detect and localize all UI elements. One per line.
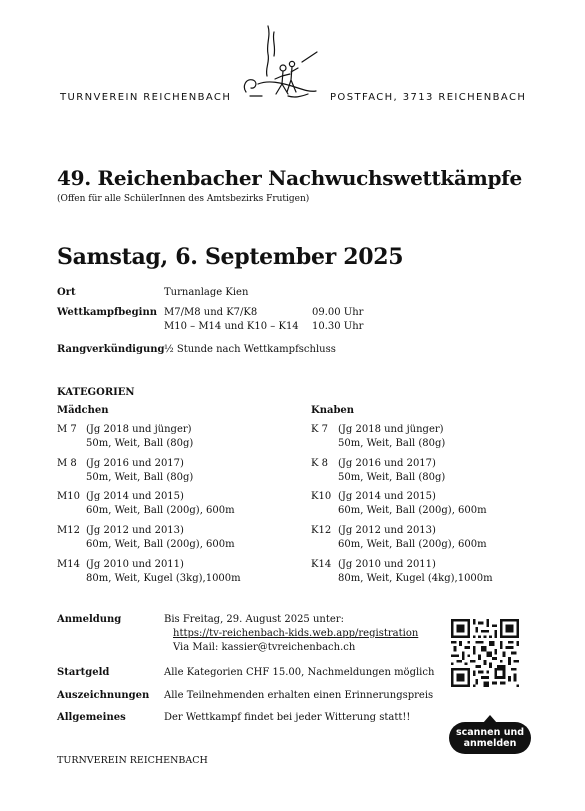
maedchen-heading: Mädchen	[57, 405, 109, 416]
letterhead-right: POSTFACH, 3713 REICHENBACH	[330, 92, 527, 103]
page-title: 49. Reichenbacher Nachwuchswettkämpfe	[57, 166, 522, 190]
category-jg: (Jg 2010 und 2011)	[338, 559, 436, 570]
scan-badge	[449, 722, 531, 754]
page-subtitle: (Offen für alle SchülerInnen des Amtsbezirks Frutigen)	[57, 194, 310, 204]
category-code: K14	[311, 559, 332, 570]
category-jg: (Jg 2016 und 2017)	[86, 458, 184, 469]
anmeldung-mail: Via Mail: kassier@tvreichenbach.ch	[173, 642, 356, 653]
category-jg: (Jg 2012 und 2013)	[86, 525, 184, 536]
category-disciplines: 60m, Weit, Ball (200g), 600m	[338, 505, 487, 516]
wettkampfbeginn-label: Wettkampfbeginn	[57, 307, 157, 318]
beginn-time: 10.30 Uhr	[312, 321, 364, 332]
gymnast-logo-icon	[238, 22, 320, 106]
scan-badge-line1: scannen und	[455, 727, 525, 738]
category-disciplines: 50m, Weit, Ball (80g)	[86, 438, 194, 449]
category-jg: (Jg 2012 und 2013)	[338, 525, 436, 536]
category-code: M10	[57, 491, 80, 502]
category-code: M 7	[57, 424, 77, 435]
category-jg: (Jg 2018 und jünger)	[338, 424, 444, 435]
footer-text: TURNVEREIN REICHENBACH	[57, 755, 208, 766]
category-code: K 7	[311, 424, 329, 435]
kategorien-heading: KATEGORIEN	[57, 387, 135, 398]
category-disciplines: 80m, Weit, Kugel (4kg),1000m	[338, 573, 493, 584]
category-disciplines: 50m, Weit, Ball (80g)	[338, 438, 446, 449]
startgeld-value: Alle Kategorien CHF 15.00, Nachmeldungen möglich	[164, 667, 435, 678]
auszeichnungen-value: Alle Teilnehmenden erhalten einen Erinnerungspreis	[164, 690, 434, 701]
allgemeines-label: Allgemeines	[57, 712, 126, 723]
category-disciplines: 60m, Weit, Ball (200g), 600m	[86, 505, 235, 516]
rangverkuendigung-label: Rangverkündigung	[57, 344, 165, 355]
category-jg: (Jg 2014 und 2015)	[338, 491, 436, 502]
category-disciplines: 60m, Weit, Ball (200g), 600m	[338, 539, 487, 550]
category-disciplines: 50m, Weit, Ball (80g)	[338, 472, 446, 483]
knaben-heading: Knaben	[311, 405, 355, 416]
anmeldung-deadline: Bis Freitag, 29. August 2025 unter:	[164, 614, 344, 625]
category-jg: (Jg 2010 und 2011)	[86, 559, 184, 570]
category-code: K 8	[311, 458, 329, 469]
rangverkuendigung-value: ½ Stunde nach Wettkampfschluss	[164, 344, 336, 355]
beginn-group: M10 – M14 und K10 – K14	[164, 321, 299, 332]
allgemeines-value: Der Wettkampf findet bei jeder Witterung statt!!	[164, 712, 411, 723]
scan-badge-line2: anmelden	[463, 738, 517, 749]
auszeichnungen-label: Auszeichnungen	[57, 690, 150, 701]
event-date: Samstag, 6. September 2025	[57, 244, 404, 270]
registration-link[interactable]: https://tv-reichenbach-kids.web.app/registration	[173, 628, 419, 639]
anmeldung-label: Anmeldung	[57, 614, 122, 625]
category-jg: (Jg 2018 und jünger)	[86, 424, 192, 435]
startgeld-label: Startgeld	[57, 667, 110, 678]
category-jg: (Jg 2014 und 2015)	[86, 491, 184, 502]
category-disciplines: 80m, Weit, Kugel (3kg),1000m	[86, 573, 241, 584]
ort-value: Turnanlage Kien	[164, 287, 249, 298]
beginn-group: M7/M8 und K7/K8	[164, 307, 258, 318]
category-disciplines: 50m, Weit, Ball (80g)	[86, 472, 194, 483]
category-disciplines: 60m, Weit, Ball (200g), 600m	[86, 539, 235, 550]
category-code: M14	[57, 559, 80, 570]
category-code: M12	[57, 525, 80, 536]
category-jg: (Jg 2016 und 2017)	[338, 458, 436, 469]
category-code: M 8	[57, 458, 77, 469]
letterhead-left: TURNVEREIN REICHENBACH	[60, 92, 232, 103]
ort-label: Ort	[57, 287, 76, 298]
category-code: K12	[311, 525, 332, 536]
qr-code-icon[interactable]	[451, 619, 519, 687]
category-code: K10	[311, 491, 332, 502]
beginn-time: 09.00 Uhr	[312, 307, 364, 318]
